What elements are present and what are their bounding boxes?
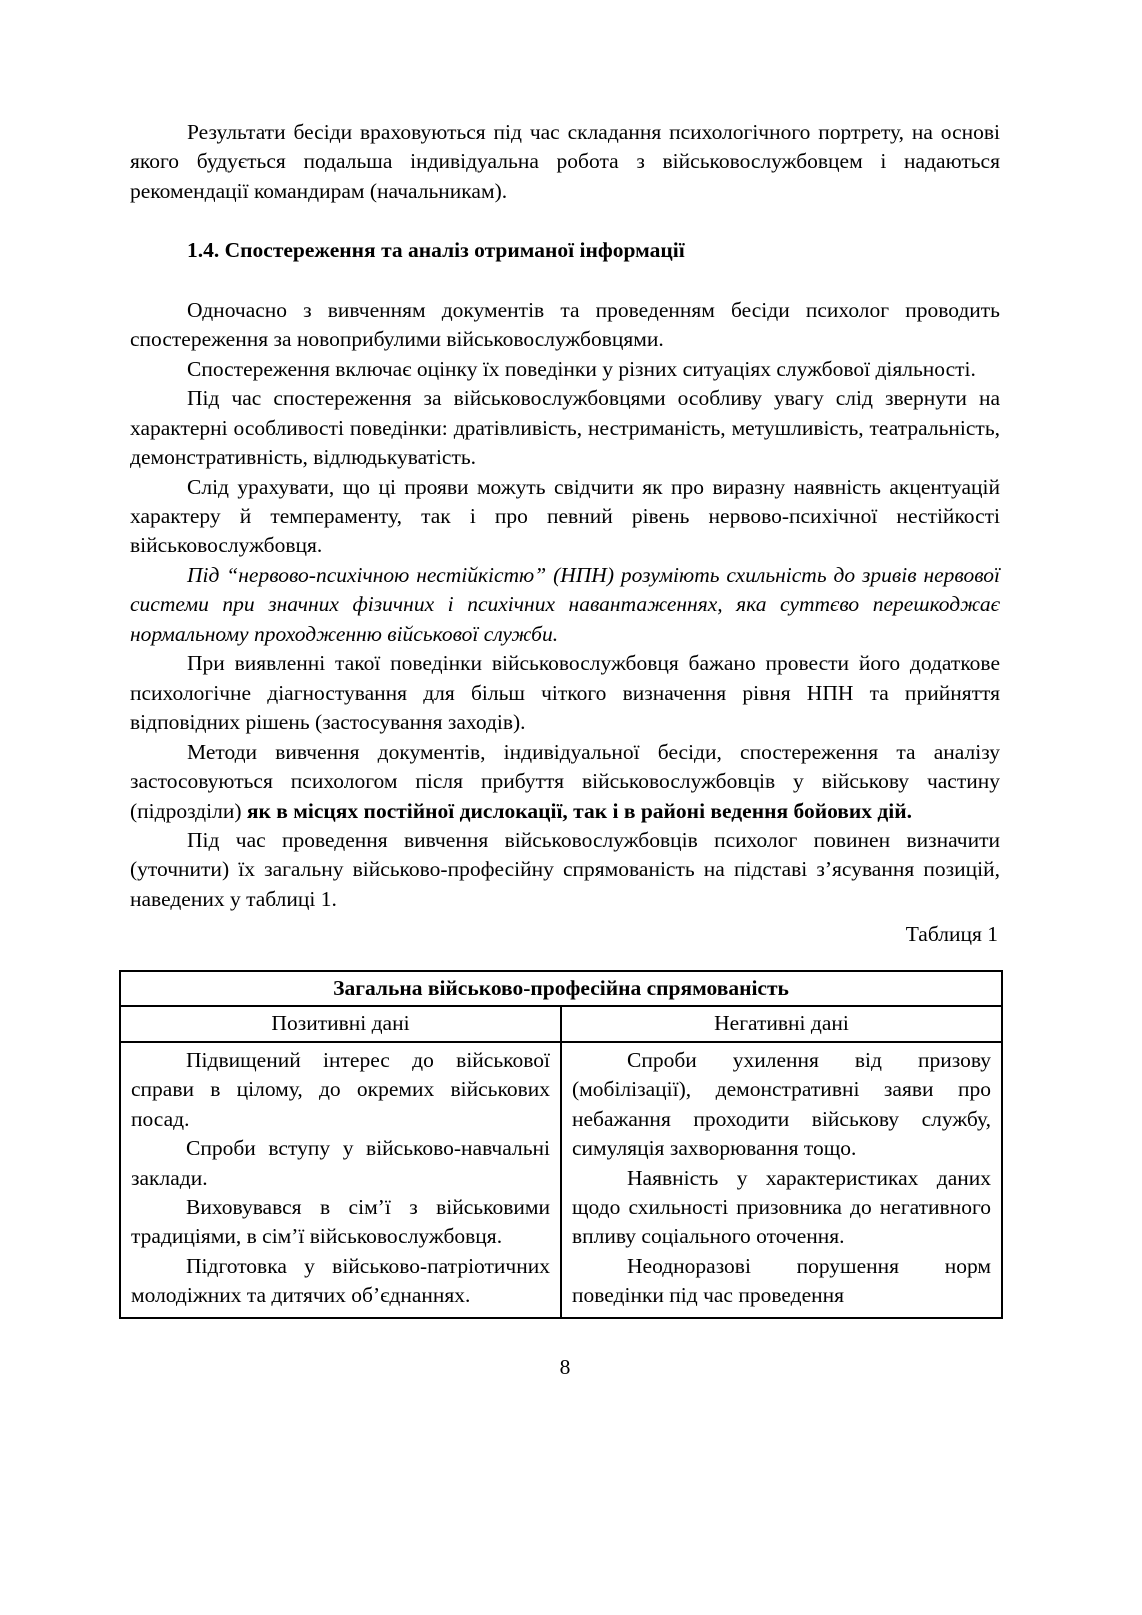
table-title: Загальна військово-професійна спрямованість <box>120 971 1002 1006</box>
paragraph-consider: Слід урахувати, що ці прояви можуть свідчити як про виразну наявність акцентуацій характеру й темпераменту, так і про певний рівень нервово-психічної нестійкості військовослужбовця. <box>130 474 1000 558</box>
cell-positive-data <box>120 1042 561 1318</box>
orientation-table <box>119 970 1003 1319</box>
positive-item: Виховувався в сім’ї з військовими традиціями, в сім’ї військовослужбовця. <box>131 1194 550 1249</box>
paragraph-methods <box>130 738 1000 826</box>
cell-negative-data <box>561 1042 1002 1318</box>
paragraph-observation-includes: Спостереження включає оцінку їх поведінки у різних ситуаціях службової діяльності. <box>187 356 976 381</box>
positive-item: Спроби вступу у військово-навчальні заклади. <box>131 1136 550 1190</box>
paragraph-attention: Під час спостереження за військовослужбовцями особливу увагу слід звернути на характерні особливості поведінки: дратівливість, нестриманість, метушливість, театральність, демонстративність, відлюдькуватість. <box>130 386 1000 470</box>
paragraph-methods-normal: Методи вивчення документів, індивідуальної бесіди, спостереження та аналізу застосовуються психологом після прибуття військовослужбовців у військову частину (підрозділи) <box>130 739 1000 823</box>
negative-item: Спроби ухилення від призову (мобілізації), демонстративні заяви про небажання проходити військову службу, симуляція захворювання тощо. <box>572 1047 991 1161</box>
paragraph-diagnostics: При виявленні такої поведінки військовослужбовця бажано провести його додаткове психологічне діагностування для більш чіткого визначення рівня НПН та прийняття відповідних рішень (застосування заходів). <box>130 651 1000 735</box>
paragraph-npn-definition: Під “нервово-психічною нестійкістю” (НПН) розуміють схильність до зривів нервової системи при значних фізичних і психічних навантаженнях, яка суттєво перешкоджає нормальному проходженню військової служби. <box>130 562 1000 646</box>
paragraph-results: Результати бесіди враховуються під час складання психологічного портрету, на основі якого будується подальша індивідуальна робота з військовослужбовцем і надаються рекомендації командирам (начальникам). <box>130 120 1000 203</box>
table-title-row <box>120 971 1002 1006</box>
negative-item: Неодноразові порушення норм поведінки під час проведення <box>572 1253 991 1308</box>
paragraph-methods-bold: як в місцях постійної дислокації, так і в районі ведення бойових дій. <box>246 798 913 823</box>
page-number: 8 <box>559 1354 571 1379</box>
positive-item: Підвищений інтерес до військової справи в цілому, до окремих військових посад. <box>131 1047 550 1131</box>
column-header-negative: Негативні дані <box>561 1006 1002 1041</box>
negative-item: Наявність у характеристиках даних щодо схильності призовника до негативного впливу соціального оточення. <box>572 1165 991 1249</box>
positive-item: Підготовка у військово-патріотичних молодіжних та дитячих об’єднаннях. <box>131 1253 550 1308</box>
table-caption: Таблиця 1 <box>905 922 998 947</box>
column-header-positive: Позитивні дані <box>120 1006 561 1041</box>
table-header-row <box>120 1006 1002 1041</box>
paragraph-simultaneous: Одночасно з вивченням документів та проведенням бесіди психолог проводить спостереження за новоприбулими військовослужбовцями. <box>130 297 1000 352</box>
paragraph-determine: Під час проведення вивчення військовослужбовців психолог повинен визначити (уточнити) їх загальну військово-професійну спрямованість на підставі з’ясування позицій, наведених у таблиці 1. <box>130 827 1000 911</box>
section-heading: 1.4. Спостереження та аналіз отриманої інформації <box>187 238 685 263</box>
table-row <box>120 1042 1002 1318</box>
